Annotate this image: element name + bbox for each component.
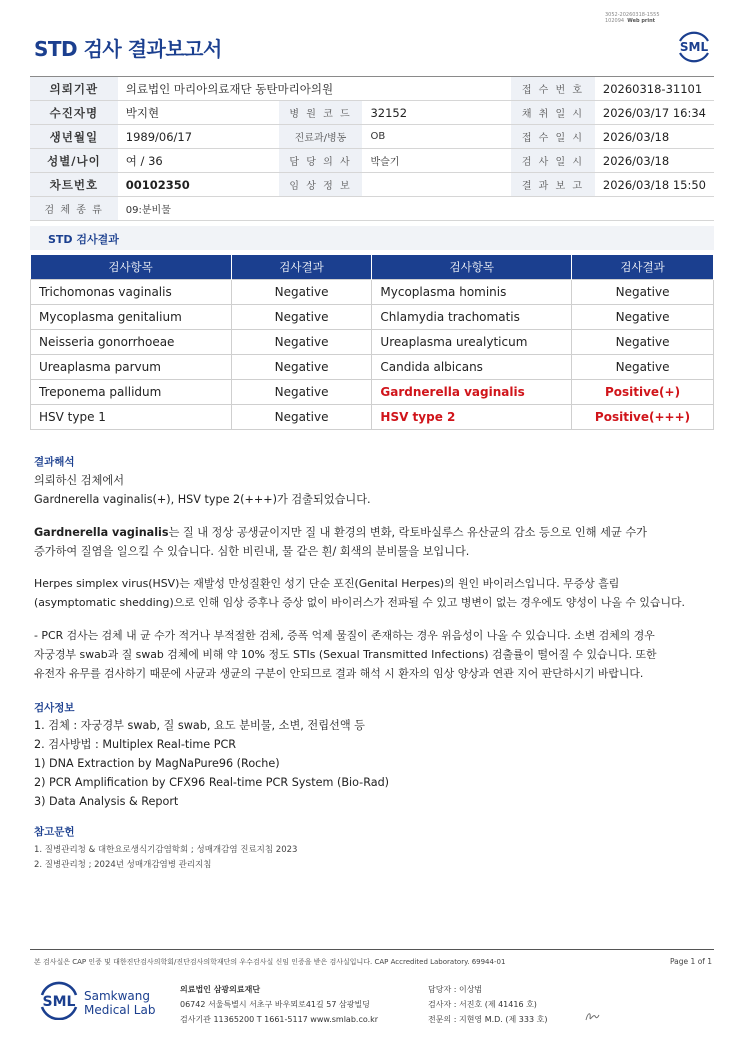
org-contact: 검사기관 11365200 T 1661-5117 www.smlab.co.kr xyxy=(180,1015,379,1024)
info-label: 결 과 보 고 xyxy=(511,173,595,197)
staff-line: 담당자 : 이상범 xyxy=(428,985,483,994)
info-label: 검 사 일 시 xyxy=(511,149,595,173)
test-result: Negative xyxy=(572,354,714,379)
info-label: 담 당 의 사 xyxy=(279,149,363,173)
list-item: 2) PCR Amplification by CFX96 Real-time PCR System (Bio-Rad) xyxy=(34,776,390,789)
web-print-label: Web print xyxy=(627,18,656,24)
patient-info-table xyxy=(30,76,714,221)
test-item: Ureaplasma parvum xyxy=(31,354,232,379)
column-header: 검사결과 xyxy=(572,255,714,279)
test-item: Mycoplasma hominis xyxy=(372,279,572,304)
test-result: Negative xyxy=(231,404,372,429)
list-item: 2. 질병관리청 ; 2024년 성매개감염병 관리지침 xyxy=(34,860,212,870)
info-row xyxy=(30,197,714,221)
list-item: 1. 질병관리청 & 대한요로생식기감염학회 ; 성매개감염 진료지침 2023 xyxy=(34,845,298,855)
brand-name xyxy=(84,989,155,1017)
info-value: 09:분비물 xyxy=(118,197,714,221)
test-item: Trichomonas vaginalis xyxy=(31,279,232,304)
info-value: 2026/03/17 16:34 xyxy=(595,101,714,125)
table-row xyxy=(31,404,714,429)
test-item: Ureaplasma urealyticum xyxy=(372,329,572,354)
test-item: Treponema pallidum xyxy=(31,379,232,404)
column-header: 검사항목 xyxy=(31,255,232,279)
info-value: 00102350 xyxy=(118,173,279,197)
report-code-line2: 102094 xyxy=(605,18,625,24)
table-row xyxy=(31,379,714,404)
text-line: 유전자 유무를 검사하기 때문에 사균과 생균의 구분이 안되므로 결과 해석 시 환자의 임상 양상과 연관 지어 판단하시기 바랍니다. xyxy=(34,667,644,680)
test-item: Neisseria gonorrhoeae xyxy=(31,329,232,354)
references-list xyxy=(34,843,297,873)
test-result-positive: Positive(+) xyxy=(572,379,714,404)
accreditation-note: 본 검사실은 CAP 인증 및 대한진단검사의학회/진단검사의학재단의 우수검사실 신임 인증을 받은 검사실입니다. CAP Accredited Laboratory. 69944-01 xyxy=(34,958,506,966)
info-label: 접 수 번 호 xyxy=(511,77,595,101)
org-name: 의료법인 삼광의료재단 xyxy=(180,985,261,994)
svg-text:SML: SML xyxy=(42,994,76,1010)
test-result: Negative xyxy=(231,279,372,304)
info-label: 임 상 정 보 xyxy=(279,173,363,197)
interpretation-paragraph-1 xyxy=(34,471,714,509)
test-info-title: 검사정보 xyxy=(34,702,75,714)
page-title: STD 검사 결과보고서 xyxy=(34,37,222,61)
text-line: Herpes simplex virus(HSV)는 재발성 만성질환인 성기 단순 포진(Genital Herpes)의 원인 바이러스입니다. 무증상 흘림 xyxy=(34,577,620,590)
test-result-positive: Positive(+++) xyxy=(572,404,714,429)
table-row xyxy=(31,304,714,329)
info-value xyxy=(362,173,511,197)
test-item: Mycoplasma genitalium xyxy=(31,304,232,329)
info-value: 32152 xyxy=(362,101,511,125)
test-item: Candida albicans xyxy=(372,354,572,379)
results-table xyxy=(30,255,714,430)
info-label: 생년월일 xyxy=(30,125,118,149)
table-row xyxy=(31,329,714,354)
interpretation-paragraph-4 xyxy=(34,626,714,683)
brand-line: Samkwang xyxy=(84,989,150,1003)
references-title: 참고문헌 xyxy=(34,826,75,838)
info-label: 접 수 일 시 xyxy=(511,125,595,149)
text-line: 자궁경부 swab과 질 swab 검체에 비해 약 10% 정도 STIs (Sexual Transmitted Infections) 검출률이 떨어질 수 있습니다. 또한 xyxy=(34,648,657,661)
sml-logo-icon xyxy=(674,28,714,64)
info-value: 2026/03/18 xyxy=(595,125,714,149)
sml-logo-icon xyxy=(36,980,82,1020)
test-info-list xyxy=(34,716,714,811)
test-result: Negative xyxy=(231,379,372,404)
test-item: HSV type 1 xyxy=(31,404,232,429)
info-value: 2026/03/18 xyxy=(595,149,714,173)
info-label: 성별/나이 xyxy=(30,149,118,173)
column-header: 검사항목 xyxy=(372,255,572,279)
info-value: 박지현 xyxy=(118,101,279,125)
info-label: 차트번호 xyxy=(30,173,118,197)
info-value: 1989/06/17 xyxy=(118,125,279,149)
org-address: 06742 서울특별시 서초구 바우뫼로41길 57 삼광빌딩 xyxy=(180,1000,370,1009)
staff-info xyxy=(428,982,547,1027)
text-line: 는 질 내 정상 공생균이지만 질 내 환경의 변화, 락토바실루스 유산균의 감소 등으로 인해 세균 수가 xyxy=(168,526,647,539)
text-line: - PCR 검사는 검체 내 균 수가 적거나 부적절한 검체, 증폭 억제 물질이 존재하는 경우 위음성이 나올 수 있습니다. 소변 검체의 경우 xyxy=(34,629,655,642)
table-row xyxy=(31,354,714,379)
info-value: 20260318-31101 xyxy=(595,77,714,101)
report-code-line1: 3052-20260318-1555 xyxy=(605,12,660,18)
info-value: 여 / 36 xyxy=(118,149,279,173)
info-label: 병 원 코 드 xyxy=(279,101,363,125)
column-header: 검사결과 xyxy=(231,255,372,279)
footer-divider xyxy=(30,949,714,950)
svg-text:SML: SML xyxy=(679,40,709,54)
organism-name: Gardnerella vaginalis xyxy=(34,526,169,539)
list-item: 2. 검사방법 : Multiplex Real-time PCR xyxy=(34,738,237,751)
info-value: OB xyxy=(362,125,511,149)
test-result: Negative xyxy=(572,304,714,329)
interpretation-paragraph-3 xyxy=(34,574,714,612)
results-section-title: STD 검사결과 xyxy=(48,233,119,246)
test-result: Negative xyxy=(572,279,714,304)
test-item-positive: HSV type 2 xyxy=(372,404,572,429)
report-code xyxy=(605,12,660,24)
info-label: 진료과/병동 xyxy=(279,125,363,149)
list-item: 1) DNA Extraction by MagNaPure96 (Roche) xyxy=(34,757,280,770)
results-section-bar xyxy=(30,226,714,250)
test-item: Chlamydia trachomatis xyxy=(372,304,572,329)
info-value: 의료법인 마리아의료재단 동탄마리아의원 xyxy=(118,77,511,101)
text-line: Gardnerella vaginalis(+), HSV type 2(+++)가 검출되었습니다. xyxy=(34,493,371,506)
info-label: 검 체 종 류 xyxy=(30,197,118,221)
info-row xyxy=(30,173,714,197)
interpretation-title: 결과해석 xyxy=(34,456,75,468)
info-row xyxy=(30,77,714,101)
text-line: (asymptomatic shedding)으로 인해 임상 증후나 증상 없이 바이러스가 전파될 수 있고 병변이 없는 경우에도 양성이 나올 수 있습니다. xyxy=(34,596,685,609)
info-label: 의뢰기관 xyxy=(30,77,118,101)
table-row xyxy=(31,279,714,304)
info-label: 수진자명 xyxy=(30,101,118,125)
info-label: 채 취 일 시 xyxy=(511,101,595,125)
test-result: Negative xyxy=(572,329,714,354)
staff-line: 검사자 : 서진호 (제 41416 호) xyxy=(428,1000,537,1009)
organization-info xyxy=(180,982,378,1027)
interpretation-paragraph-2 xyxy=(34,523,714,561)
info-row xyxy=(30,101,714,125)
staff-line: 전문의 : 지현영 M.D. (제 333 호) xyxy=(428,1015,548,1024)
signature-icon xyxy=(584,1010,600,1022)
list-item: 3) Data Analysis & Report xyxy=(34,795,179,808)
list-item: 1. 검체 : 자궁경부 swab, 질 swab, 요도 분비물, 소변, 전립선액 등 xyxy=(34,719,365,732)
brand-line: Medical Lab xyxy=(84,1003,156,1017)
info-value: 2026/03/18 15:50 xyxy=(595,173,714,197)
text-line: 의뢰하신 검체에서 xyxy=(34,474,125,487)
test-result: Negative xyxy=(231,329,372,354)
info-value: 박슬기 xyxy=(362,149,511,173)
page-number: Page 1 of 1 xyxy=(670,957,713,966)
test-result: Negative xyxy=(231,354,372,379)
test-result: Negative xyxy=(231,304,372,329)
text-line: 증가하여 질염을 일으킬 수 있습니다. 심한 비린내, 물 같은 흰/ 회색의 분비물을 보입니다. xyxy=(34,545,470,558)
test-item-positive: Gardnerella vaginalis xyxy=(372,379,572,404)
info-row xyxy=(30,125,714,149)
info-row xyxy=(30,149,714,173)
results-header-row xyxy=(31,255,714,279)
